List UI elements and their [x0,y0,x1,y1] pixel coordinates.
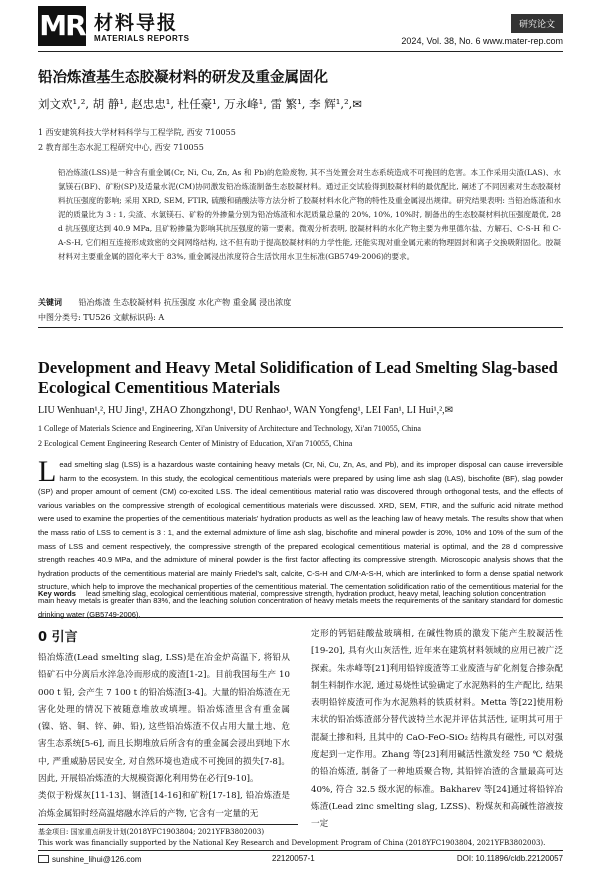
abstract-en-text: ead smelting slag (LSS) is a hazardous waste containing heavy metals (Cr, Ni, Cu, Zn, As, and Pb), and its improper disposal can cause irreversible harm to the ecosystem. In this study, the ecological cementitious materials were prepared by using lime ash slag (LAS), bischofite (BF), slag powder (SP) and proper amount of cement (CM) co-excited LSS. The ideal cementitious material ratio was discovered through orthogonal tests, and the effects of various variables on the compressive strength of ecological cementitious materials were discussed. XRD, SEM, FTIR, and the sulfuric acid nitrate method were used to examine the properties of the cementitious materials' hydration products as well as the leaching law of heavy metals. The results show that when the mass ratio of LSS to cement is 3 : 1, and the external admixture of lime ash slag, bischofite and mineral powder is 20%, 10% and 10% of the sum of the mass of LSS and cement respectively, the compressive strength of the prepared ecological cementitious material is optimal, and the 28 d compressive strength reaches 40.9 MPa, and the admixture of mineral powder is the first factor affecting its compressive strength. Microscopic analysis shows that the hydration products of the cementitious material are mainly Friedel's salt, calcite, C-S-H and C/M-A-S-H, which are interlinked to form a dense spatial network structure, which help to improve the mechanical properties of the cementitious material. The cementation solidification ratio of the cementitious material for the main heavy metals is greater than 83%, and the leaching solution concentration of heavy metals meets the requirements of the sanitary standard for domestic drinking water (GB5749-2006). [38,460,563,619]
affiliation-cn-1: 1 西安建筑科技大学材料科学与工程学院, 西安 710055 [38,128,236,137]
keywords-cn [38,297,291,308]
funding-cn: 基金项目: 国家重点研发计划(2018YFC1903804; 2021YFB3802003) [38,828,265,836]
authors-en: LIU Wenhuan¹,², HU Jing¹, ZHAO Zhongzhong¹, DU Renhao¹, WAN Yongfeng¹, LEI Fan¹, LI Hui¹,²,✉ [38,405,453,416]
body-column-right: 定形的钙铝硅酸盐玻璃相, 在碱性物质的激发下能产生胶凝活性[19-20], 具有火山灰活性, 近年来在建筑材料领域的应用已被广泛探索。朱赤峰等[21]利用铅锌废渣等工业废渣与矿化剂复合掺杂配制生料制作水泥, 通过易烧性试验确定了水泥熟料的生产配比, 结果表明铅锌废渣可作为水泥熟料的铁质材料。Metta 等[22]使用粉末状的铅冶炼渣部分替代波特兰水泥并评估其活性, 证明其可用于混凝土掺和料, 且其中的 CaO-FeO-SiO₂ 结构具有磁性, 可以对强度起到一定作用。Zhang 等[23]利用碱活性激发经 750 ℃ 煅烧的铅冶炼渣, 制备了一种地质聚合物, 其铅锌冶渣的含量最高可达 40%, 符合 32.5 级水泥的标准。Bakharev 等[24]通过将铅锌冶炼渣(Lead zinc smelting slag, LZSS)、粉煤灰和高碱性溶液按一定 [311,629,563,830]
keywords-cn-label: 关键词 [38,298,62,307]
title-en: Development and Heavy Metal Solidification of Lead Smelting Slag-based Ecological Cementitious Materials [38,358,558,397]
funding-note [38,827,563,849]
clc-info: 中图分类号: TU526 文献标识码: A [38,313,165,322]
section-badge: 研究论文 [511,14,563,33]
keywords-en-list: lead smelting slag, ecological cementitious material, compressive strength, hydration product, heavy metal, leaching solution concentration [85,589,546,598]
affiliation-en-2: 2 Ecological Cement Engineering Research Center of Ministry of Education, Xi'an 710055, China [38,439,353,448]
mail-icon [38,855,49,863]
footer-email[interactable] [38,854,142,864]
email-text: sunshine_lihui@126.com [52,855,142,864]
page-number: 22120057-1 [272,854,315,863]
keywords-cn-list: 铅冶炼渣 生态胶凝材料 抗压强度 水化产物 重金属 浸出浓度 [78,298,292,307]
footnote-divider [38,824,298,825]
affiliation-en-1: 1 College of Materials Science and Engineering, Xi'an University of Architecture and Technology, Xi'an 710055, China [38,424,421,433]
keywords-en [38,588,563,600]
journal-logo: MR [38,6,86,46]
doi[interactable]: DOI: 10.11896/cldb.22120057 [456,854,563,863]
body-divider [38,617,563,618]
section-heading: 0 引言 [38,630,78,645]
journal-name-en: MATERIALS REPORTS [94,34,190,43]
abstract-divider [38,327,563,328]
dropcap: L [38,455,57,488]
keywords-en-label: Key words [38,589,76,598]
journal-name-cn: 材料导报 [94,12,179,34]
journal-header [38,6,563,50]
affiliation-cn-2: 2 教育部生态水泥工程研究中心, 西安 710055 [38,143,204,152]
funding-en: This work was financially supported by the National Key Research and Development Program of China (2018YFC1903804, 2021YFB3802003). [38,839,546,847]
header-divider [38,51,563,52]
volume-info: 2024, Vol. 38, No. 6 www.mater-rep.com [401,36,563,46]
body-column-left: 铅冶炼渣(Lead smelting slag, LSS)是在冶金炉高温下, 将铅从铅矿石中分离后水淬急冷而形成的废渣[1-2]。目前我国每生产 10 000 t 铅, 会产生 7 100 t 的铅冶炼渣[3-4]。大量的铅冶炼渣在无害化处理的情况下被随意堆放或填埋。铅冶炼渣里含有重金属(镍、铬、铜、锌、砷、铅), 这些铅冶炼渣不仅占用大量土地、危害生态系统[5-6], 而且长期堆放后所含有的重金属会浸出到地下水中, 严重威胁居民安全, 对自然环境也造成不可挽回的损失[7-8]。因此, 开展铅冶炼渣的大规模资源化利用势在必行[9-10]。 类似于粉煤灰[11-13]、钢渣[14-16]和矿粉[17-18], 铅冶炼渣是冶炼金属铅时经高温熔融水淬后的产物, 它含有一定量的无 [38,653,290,819]
authors-cn: 刘文欢¹,², 胡 静¹, 赵忠忠¹, 杜任豪¹, 万永峰¹, 雷 繁¹, 李 辉¹,²,✉ [38,97,362,111]
footer-divider [38,850,563,851]
abstract-cn: 铅冶炼渣(LSS)是一种含有重金属(Cr, Ni, Cu, Zn, As 和 Pb)的危险废物, 其不当处置会对生态系统造成不可挽回的危害。本工作采用尖渣(LAS)、水氯镁石(BF)、矿粉(SP)及适量水泥(CM)协同激发铅冶炼渣制备生态胶凝材料。通过正交试验得到胶凝材料的最优配比, 阐述了不同因素对生态胶凝材料抗压强度的影响; 采用 XRD, SEM, FTIR, 硫酸和硝酸法等方法分析了胶凝材料水化产物的特性及重金属浸出规律。研究结果表明: 当铅冶炼渣和水泥的质量比为 3 : 1, 尖渣、水氯镁石、矿粉的外掺量分别为铅冶炼渣和水泥质量总量的 20%, 10%, 10%时, 制备出的生态胶凝材料抗压强度最优, 28 d 抗压强度达到 40.9 MPa, 且矿粉掺量为影响其抗压强度的第一要素。微观分析表明, 胶凝材料的水化产物主要为弗里德尔盐、方解石、C-S-H 和 C-A-S-H, 它们相互连接形成致密的交间网络结构, 这不但有助于提高胶凝材料的力学性能, 还能实现对重金属元素的物理固封和离子交换吸附固化。胶凝材料对主要重金属的固化率大于 83%, 重金属浸出浓度符合生活饮用水卫生标准(GB5749-2006)的要求。 [58,168,561,261]
title-cn: 铅冶炼渣基生态胶凝材料的研发及重金属固化 [38,70,328,86]
